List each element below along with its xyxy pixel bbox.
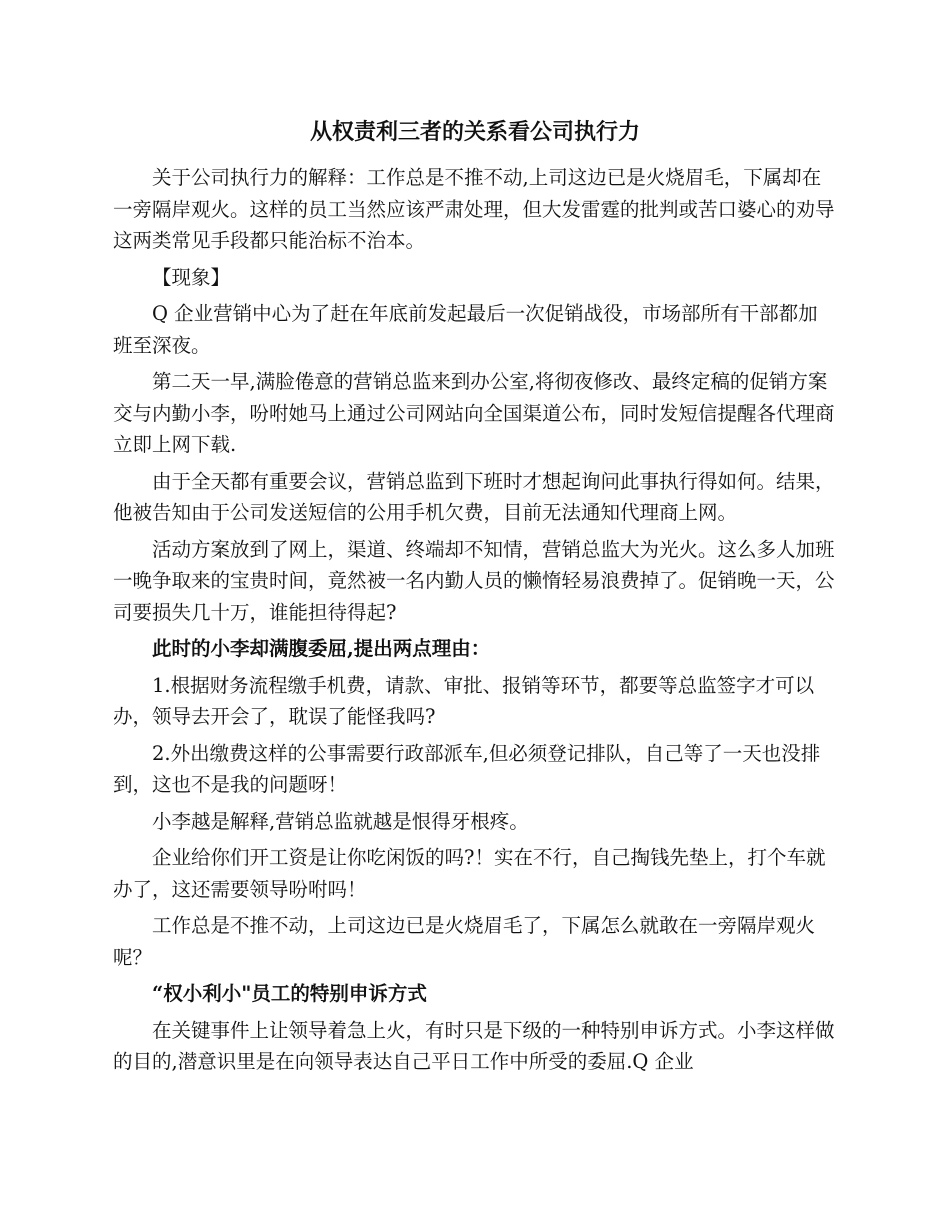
paragraph: 1.根据财务流程缴手机费，请款、审批、报销等环节，都要等总监签字才可以办，领导去开会了，耽误了能怪我吗?	[113, 673, 815, 728]
paragraph: Q 企业营销中心为了赶在年底前发起最后一次促销战役，市场部所有干部都加班至深夜。	[113, 302, 818, 357]
paragraph: 第二天一早,满脸倦意的营销总监来到办公室,将彻夜修改、最终定稿的促销方案交与内勤小李，吩咐她马上通过公司网站向全国渠道公布，同时发短信提醒各代理商立即上网下载.	[113, 370, 835, 456]
paragraph: 企业给你们开工资是让你吃闲饭的吗?！实在不行，自己掏钱先垫上，打个车就办了，这还需要领导吩咐吗！	[113, 846, 826, 901]
paragraph: 由于全天都有重要会议，营销总监到下班时才想起询问此事执行得如何。结果，他被告知由于公司发送短信的公用手机欠费，目前无法通知代理商上网。	[113, 469, 835, 524]
paragraph: 2.外出缴费这样的公事需要行政部派车,但必须登记排队，自己等了一天也没排到，这也不是我的问题呀！	[113, 741, 821, 796]
document-title: 从权责利三者的关系看公司执行力	[309, 119, 640, 145]
paragraph: 工作总是不推不动，上司这边已是火烧眉毛了，下属怎么就敢在一旁隔岸观火呢？	[113, 914, 816, 969]
paragraph: 关于公司执行力的解释：工作总是不推不动,上司这边已是火烧眉毛，下属却在一旁隔岸观火。这样的员工当然应该严肃处理，但大发雷霆的批判或苦口婆心的劝导这两类常见手段都只能治标不治本。	[113, 166, 835, 252]
paragraph: 活动方案放到了网上，渠道、终端却不知情，营销总监大为光火。这么多人加班一晚争取来的宝贵时间，竟然被一名内勤人员的懒惰轻易浪费掉了。促销晚一天，公司要损失几十万，谁能担待得起?	[113, 537, 835, 624]
document-body	[113, 162, 837, 1078]
section-heading: “权小利小"员工的特别申诉方式	[152, 982, 427, 1005]
paragraph: 小李越是解释,营销总监就越是恨得牙根疼。	[152, 809, 529, 833]
paragraph: 在关键事件上让领导着急上火，有时只是下级的一种特别申诉方式。小李这样做的目的,潜意识里是在向领导表达自己平日工作中所受的委屈.Q 企业	[113, 1018, 835, 1073]
paragraph: 【现象】	[152, 265, 231, 289]
section-heading: 此时的小李却满腹委屈,提出两点理由：	[152, 637, 491, 660]
